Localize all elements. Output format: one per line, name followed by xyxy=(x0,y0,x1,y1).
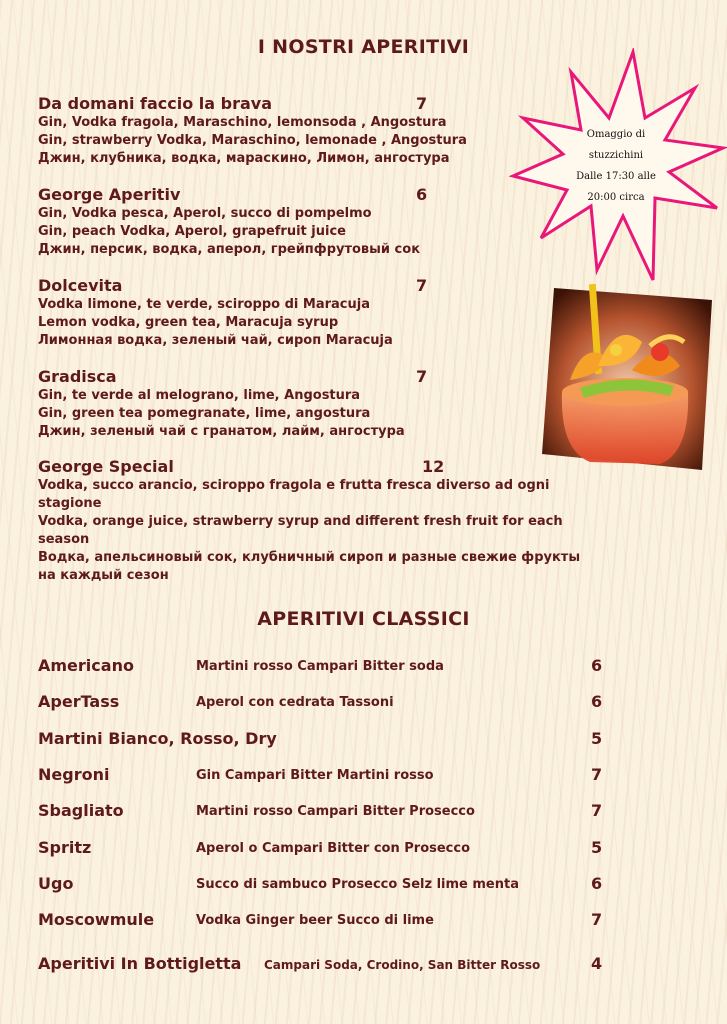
drink-ingredients-it: Gin, te verde al melograno, lime, Angostura xyxy=(38,388,361,403)
classic-name: Americano xyxy=(38,656,134,675)
drink-name: George Aperitiv xyxy=(38,185,181,204)
classic-price: 7 xyxy=(591,801,603,820)
classic-name: AperTass xyxy=(38,692,120,711)
classic-item xyxy=(38,728,618,750)
cocktail-photo xyxy=(540,280,716,472)
classic-item xyxy=(38,800,618,822)
drink-ingredients-it: stagione xyxy=(38,496,102,511)
drink-price: 7 xyxy=(416,276,428,295)
drink-ingredients-it: Vodka, succo arancio, sciroppo fragola e frutta fresca diverso ad ogni xyxy=(38,478,550,493)
classic-price: 5 xyxy=(591,838,603,857)
drink-price: 7 xyxy=(416,94,428,113)
promo-line: Dalle 17:30 alle xyxy=(576,171,656,182)
drink-ingredients-it: Gin, Vodka fragola, Maraschino, lemonsoda , Angostura xyxy=(38,115,447,130)
section-title-aperitivi: I NOSTRI APERITIVI xyxy=(257,36,470,58)
drink-price: 7 xyxy=(416,367,428,386)
classic-item xyxy=(38,873,618,895)
drink-ingredients-en: Gin, strawberry Vodka, Maraschino, lemonade , Angostura xyxy=(38,133,467,148)
classic-price: 7 xyxy=(591,765,603,784)
drink-ingredients-ru: Джин, зеленый чай с гранатом, лайм, ангостура xyxy=(38,424,405,439)
drink-ingredients-en: Gin, peach Vodka, Aperol, grapefruit juice xyxy=(38,224,346,239)
classic-price: 4 xyxy=(591,954,603,973)
drink-ingredients-ru: Джин, персик, водка, аперол, грейпфрутовый сок xyxy=(38,242,421,257)
section-title-classici: APERITIVI CLASSICI xyxy=(257,608,470,630)
drink-ingredients-en: season xyxy=(38,532,90,547)
classic-item xyxy=(38,691,618,713)
drink-ingredients-ru: Джин, клубника, водка, мараскино, Лимон, ангостура xyxy=(38,151,450,166)
classic-desc: Martini rosso Campari Bitter Prosecco xyxy=(196,804,475,819)
classic-price: 7 xyxy=(591,910,603,929)
drink-name: George Special xyxy=(38,457,174,476)
drink-ingredients-ru: Водка, апельсиновый сок, клубничный сироп и разные свежие фрукты xyxy=(38,550,581,565)
classic-name: Moscowmule xyxy=(38,910,155,929)
classic-price: 6 xyxy=(591,874,603,893)
drink-price: 12 xyxy=(422,457,445,476)
drink-name: Gradisca xyxy=(38,367,117,386)
classic-desc: Gin Campari Bitter Martini rosso xyxy=(196,768,434,783)
classic-item xyxy=(38,837,618,859)
classic-price: 6 xyxy=(591,656,603,675)
promo-line: stuzzichini xyxy=(588,150,644,161)
classic-desc: Aperol o Campari Bitter con Prosecco xyxy=(196,841,471,856)
drink-price: 6 xyxy=(416,185,428,204)
classic-name: Martini Bianco, Rosso, Dry xyxy=(38,729,277,748)
classic-name: Aperitivi In Bottigletta xyxy=(38,954,242,973)
classic-item xyxy=(38,909,618,931)
classic-name: Negroni xyxy=(38,765,110,784)
drink-name: Da domani faccio la brava xyxy=(38,94,272,113)
drink-item xyxy=(38,457,678,585)
classic-desc: Succo di sambuco Prosecco Selz lime menta xyxy=(196,877,519,892)
classic-price: 6 xyxy=(591,692,603,711)
classic-name: Spritz xyxy=(38,838,92,857)
promo-line: Omaggio di xyxy=(586,129,646,140)
bottle-item xyxy=(38,953,618,975)
drink-ingredients-it: Gin, Vodka pesca, Aperol, succo di pompelmo xyxy=(38,206,372,221)
classic-desc: Martini rosso Campari Bitter soda xyxy=(196,659,444,674)
drink-name: Dolcevita xyxy=(38,276,123,295)
drink-ingredients-en: Gin, green tea pomegranate, lime, angostura xyxy=(38,406,371,421)
classic-item xyxy=(38,764,618,786)
drink-ingredients-en: Lemon vodka, green tea, Maracuja syrup xyxy=(38,315,339,330)
classic-name: Sbagliato xyxy=(38,801,124,820)
drink-ingredients-ru: на каждый сезон xyxy=(38,568,169,583)
classic-desc: Aperol con cedrata Tassoni xyxy=(196,695,394,710)
classic-desc: Vodka Ginger beer Succo di lime xyxy=(196,913,434,928)
drink-ingredients-ru: Лимонная водка, зеленый чай, сироп Maracuja xyxy=(38,333,393,348)
promo-line: 20:00 circa xyxy=(587,192,645,203)
classic-name: Ugo xyxy=(38,874,74,893)
classic-item xyxy=(38,655,618,677)
classic-price: 5 xyxy=(591,729,603,748)
classic-desc: Campari Soda, Crodino, San Bitter Rosso xyxy=(264,958,541,972)
promo-text xyxy=(568,124,664,208)
drink-ingredients-en: Vodka, orange juice, strawberry syrup and different fresh fruit for each xyxy=(38,514,563,529)
drink-ingredients-it: Vodka limone, te verde, sciroppo di Maracuja xyxy=(38,297,370,312)
